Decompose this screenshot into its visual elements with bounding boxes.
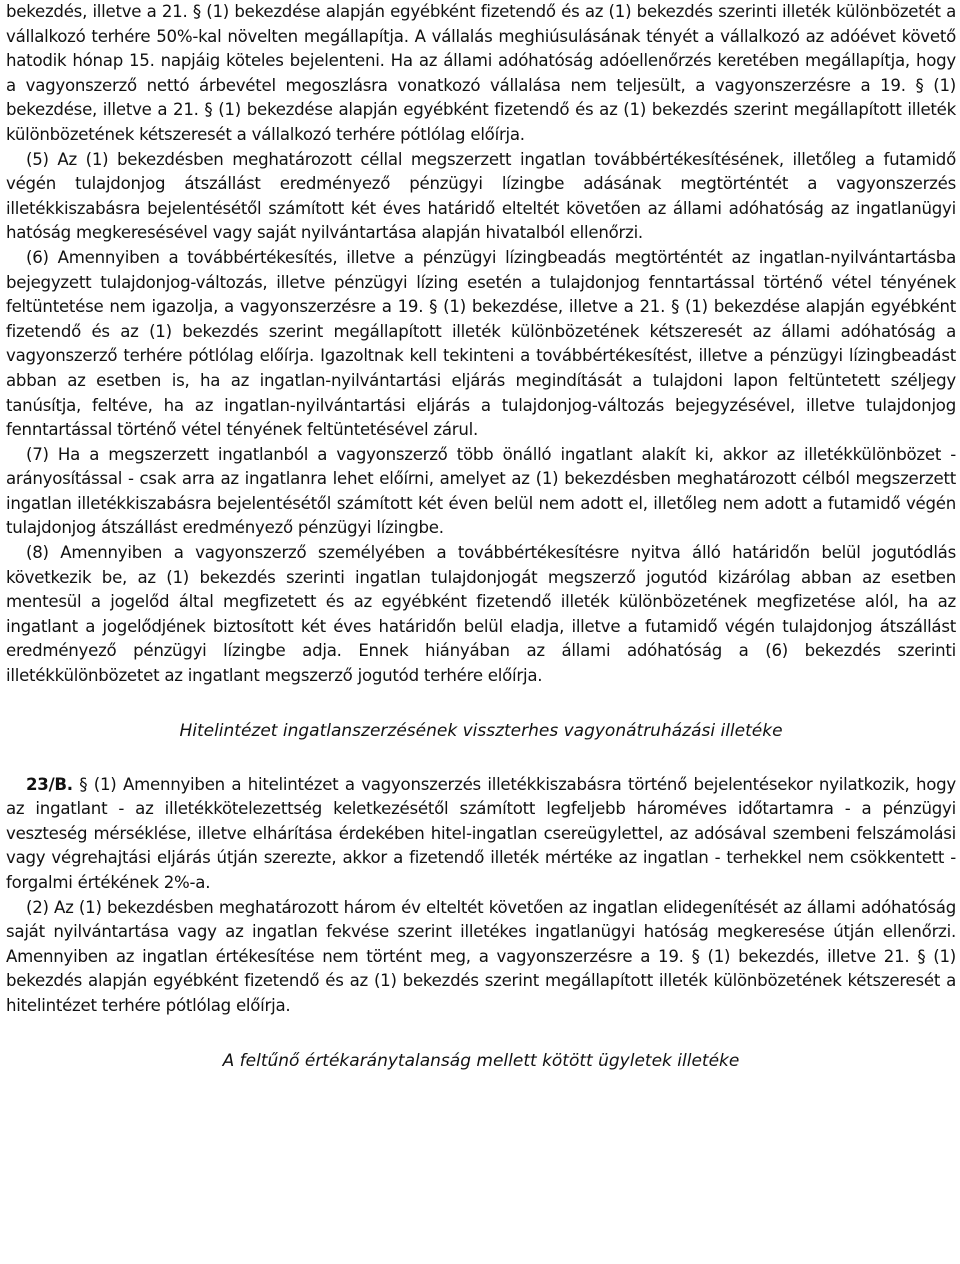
paragraph-5: (5) Az (1) bekezdésben meghatározott céllal megszerzett ingatlan továbbértékesítésének, illetőleg a futamidő végén tulajdonjog átszállást eredményező pénzügyi lízingbe adásának megtörténtét a vagyonszerzés illetékkiszabásra bejelentésétől számított két éves határidő elteltét követően az állami adóhatóság az ingatlanügyi hatóság megkeresésével vagy saját nyilvántartása alapján hivatalból ellenőrzi. xyxy=(6,149,956,243)
section-number: 23/B. xyxy=(26,774,73,794)
document-page xyxy=(6,0,956,1073)
paragraph-8: (8) Amennyiben a vagyonszerző személyében a továbbértékesítésre nyitva álló határidőn belül jogutódlás következik be, az (1) bekezdés szerinti ingatlan tulajdonjogát megszerző jogutód kizárólag abban az esetben mentesül a jogelőd által megfizetett és az egyébként fizetendő illeték különbözetének megfizetése alól, ha az ingatlant a jogelődjének biztosított két éves határidőn belül eladja, illetve a futamidő végén tulajdonjog átszállást eredményező pénzügyi lízingbe adja. Ennek hiányában az állami adóhatóság a (6) bekezdés szerinti illetékkülönbözetet az ingatlant megszerző jogutód terhére előírja. xyxy=(6,543,956,686)
section-23b-paragraph-1-text: § (1) Amennyiben a hitelintézet a vagyonszerzés illetékkiszabásra történő bejelentésekor nyilatkozik, hogy az ingatlant - az illetékkötelezettség keletkezésétől számított legfeljebb hároméves időtartamra - a pénzügyi veszteség mérséklése, illetve elhárítása érdekében hitel-ingatlan csereügylettel, az adósával szembeni felszámolási vagy végrehajtási eljárás útján szerezte, akkor a fizetendő illeték mértéke az ingatlan - terhekkel nem csökkentett - forgalmi értékének 2%-a. xyxy=(6,774,956,892)
spacer xyxy=(6,1019,956,1049)
spacer xyxy=(6,689,956,719)
spacer xyxy=(6,743,956,773)
section-23b-paragraph-1 xyxy=(6,773,956,896)
section-heading-value-disproportion: A feltűnő értékaránytalanság mellett kötött ügyletek illetéke xyxy=(222,1050,740,1071)
section-23b-paragraph-2: (2) Az (1) bekezdésben meghatározott három év elteltét követően az ingatlan elidegenítését az állami adóhatóság saját nyilvántartása vagy az ingatlan fekvése szerint illetékes ingatlanügyi hatóság megkeresése útján ellenőrzi. Amennyiben az ingatlan értékesítése nem történt meg, a vagyonszerzésre a 19. § (1) bekezdés, illetve 21. § (1) bekezdés alapján egyébként fizetendő és az (1) bekezdés szerint megállapított illeték különbözetének kétszeresét a hitelintézet terhére pótlólag előírja. xyxy=(6,897,956,1015)
paragraph-continuation: bekezdés, illetve a 21. § (1) bekezdése alapján egyébként fizetendő és az (1) bekezdés szerinti illeték különbözetét a vállalkozó terhére 50%-kal növelten megállapítja. A vállalás meghiúsulásának tényét a vállalkozó az adóévet követő hatodik hónap 15. napjáig köteles bejelenteni. Ha az állami adóhatóság adóellenőrzés keretében megállapítja, hogy a vagyonszerző nettó árbevétel megoszlásra vonatkozó vállalása nem teljesült, a vagyonszerzésre a 19. § (1) bekezdése, illetve a 21. § (1) bekezdése alapján egyébként fizetendő és az (1) bekezdés szerint megállapított illeték különbözetének kétszeresét a vállalkozó terhére pótlólag előírja. xyxy=(6,2,956,144)
paragraph-6: (6) Amennyiben a továbbértékesítés, illetve a pénzügyi lízingbeadás megtörténtét az ingatlan-nyilvántartásba bejegyzett tulajdonjog-változás, illetve pénzügyi lízing esetén a tulajdonjog fenntartással történő vétel tényének feltüntetése nem igazolja, a vagyonszerzésre a 19. § (1) bekezdése, illetve a 21. § (1) bekezdése alapján egyébként fizetendő és az (1) bekezdés szerint megállapított illeték különbözetének kétszeresét az állami adóhatóság a vagyonszerző terhére pótlólag előírja. Igazoltnak kell tekinteni a továbbértékesítést, illetve a pénzügyi lízingbeadást abban az esetben is, ha az ingatlan-nyilvántartási eljárás megindítását a tulajdoni lapon feltüntetett széljegy tanúsítja, feltéve, ha az ingatlan-nyilvántartási eljárás a tulajdonjog-változás bejegyzésével, illetve tulajdonjog fenntartással történő vétel tényének feltüntetésével zárul. xyxy=(6,247,956,440)
paragraph-7: (7) Ha a megszerzett ingatlanból a vagyonszerző több önálló ingatlant alakít ki, akkor az illetékkülönbözet - arányosítással - csak arra az ingatlanra lehet előírni, amelyet az (1) bekezdésben meghatározott célból megszerzett ingatlan illetékkiszabásra bejelentésétől számított két éven belül nem adott el, illetőleg nem adott a futamidő végén tulajdonjog átszállást eredményező pénzügyi lízingbe. xyxy=(6,444,956,538)
section-heading-credit-institution: Hitelintézet ingatlanszerzésének visszterhes vagyonátruházási illetéke xyxy=(179,720,783,741)
